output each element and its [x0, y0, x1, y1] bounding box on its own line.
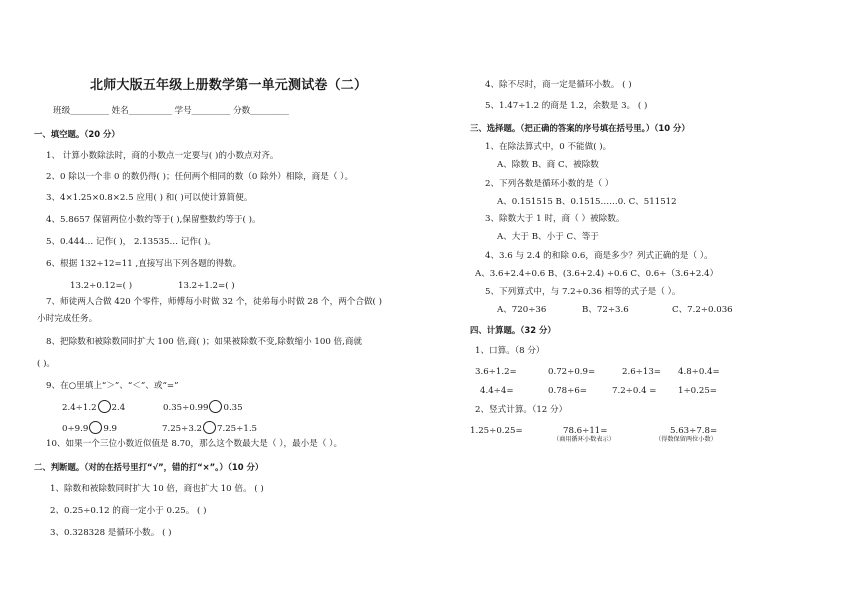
choice-options-1: A、除数 B、商 C、被除数	[497, 160, 599, 170]
vertical-calc-2-note: （商用循环小数表示）	[553, 436, 615, 443]
oral-calc-4: 4.8÷0.4=	[678, 367, 720, 377]
choice-options-4: A、3.6+2.4÷0.6 B、(3.6+2.4) ÷0.6 C、0.6÷（3.6+2.4）	[475, 269, 719, 279]
judge-question-4: 4、除不尽时，商一定是循环小数。 ( )	[485, 80, 632, 90]
vertical-calc-1: 1.25÷0.25=	[470, 426, 523, 436]
judge-question-2: 2、0.25÷0.12 的商一定小于 0.25。 ( )	[50, 506, 207, 516]
section-3-heading: 三、选择题。（把正确的答案的序号填在括号里。）（10 分）	[470, 123, 690, 133]
oral-calc-heading: 1、口算。（8 分）	[475, 346, 545, 356]
page-title: 北师大版五年级上册数学第一单元测试卷（二）	[90, 78, 368, 93]
oral-calc-3: 2.6÷13=	[622, 367, 662, 377]
choice-option-5a: A、720÷36	[497, 305, 547, 315]
choice-question-3: 3、除数大于 1 时，商（ ）被除数。	[485, 214, 625, 224]
choice-question-4: 4、3.6 与 2.4 的和除 0.6，商是多少？列式正确的是（ ）。	[485, 251, 713, 261]
choice-question-1: 1、在除法算式中，0 不能做( )。	[485, 142, 612, 152]
oral-calc-2: 0.72÷0.9=	[548, 367, 596, 377]
compare-item-1: 2.4÷1.2 2.4	[62, 401, 125, 414]
judge-question-5: 5、1.47÷1.2 的商是 1.2，余数是 3。 ( )	[485, 101, 648, 111]
compare-circle[interactable]	[209, 400, 222, 413]
vertical-calc-3: 5.63÷7.8=	[670, 426, 718, 436]
oral-calc-6: 0.78÷6=	[548, 386, 588, 396]
fill-question-6: 6、根据 132÷12=11 ,直接写出下列各题的得数。	[46, 259, 242, 269]
choice-option-5b: B、72÷3.6	[582, 305, 629, 315]
choice-options-3: A、大于 B、小于 C、等于	[497, 232, 599, 242]
student-info-line: 班级_________ 姓名__________ 学号_________ 分数_________	[53, 106, 289, 116]
oral-calc-7: 7.2÷0.4 =	[612, 386, 657, 396]
choice-options-2: A、0.151515 B、0.1515……0. C、511512	[497, 197, 677, 207]
fill-question-3: 3、4×1.25×0.8×2.5 应用( ) 和( )可以使计算简便。	[46, 193, 253, 203]
oral-calc-1: 3.6÷1.2=	[475, 367, 517, 377]
fill-question-5: 5、0.444… 记作( )， 2.13535… 记作( )。	[46, 237, 217, 247]
fill-question-8-line2: ( )。	[37, 359, 56, 369]
compare-item-4: 7.25÷3.2 7.25÷1.5	[162, 422, 257, 435]
choice-question-5: 5、下列算式中，与 7.2÷0.36 相等的式子是（ ）。	[485, 287, 681, 297]
fill-question-10: 10、如果一个三位小数近似值是 8.70，那么这个数最大是（ ），最小是（ ）。	[46, 439, 343, 449]
fill-question-6b: 13.2÷1.2=( )	[178, 281, 235, 291]
fill-question-1: 1、 计算小数除法时，商的小数点一定要与( )的小数点对齐。	[46, 151, 279, 161]
vertical-calc-heading: 2、竖式计算。（12 分）	[475, 405, 568, 415]
fill-question-7-line1: 7、师徒两人合做 420 个零件，师傅每小时做 32 个，徒弟每小时做 28 个，两个合做( )	[46, 297, 382, 307]
choice-option-5c: C、7.2÷0.036	[672, 305, 733, 315]
fill-question-2: 2、0 除以一个非 0 的数仍得( )；任何两个相同的数（0 除外）相除，商是（ ）。	[46, 172, 354, 182]
compare-circle[interactable]	[89, 421, 102, 434]
compare-circle[interactable]	[98, 400, 111, 413]
fill-question-7-line2: 小时完成任务。	[37, 314, 98, 324]
oral-calc-8: 1÷0.25=	[678, 386, 718, 396]
vertical-calc-3-note: （得数保留两位小数）	[655, 436, 717, 443]
vertical-calc-2: 78.6÷11=	[563, 426, 608, 436]
judge-question-3: 3、0.328328 是循环小数。 ( )	[50, 528, 172, 538]
section-2-heading: 二、判断题。（对的在括号里打“√”，错的打“×”。）（10 分）	[34, 462, 264, 472]
fill-question-6a: 13.2÷0.12=( )	[70, 281, 133, 291]
fill-question-8-line1: 8、把除数和被除数同时扩大 100 倍,商( )；如果被除数不变,除数缩小 100 倍,商就	[46, 337, 363, 347]
oral-calc-5: 4.4÷4=	[480, 386, 514, 396]
choice-question-2: 2、下列各数是循环小数的是（ ）	[485, 179, 614, 189]
compare-item-3: 0÷9.9 9.9	[62, 422, 117, 435]
compare-circle[interactable]	[203, 421, 216, 434]
fill-question-9: 9、在○里填上“＞”、“＜”、或“=”	[46, 381, 179, 391]
section-4-heading: 四、计算题。（32 分）	[470, 325, 556, 335]
section-1-heading: 一、填空题。（20 分）	[34, 129, 120, 139]
fill-question-4: 4、5.8657 保留两位小数约等于( ),保留整数约等于( )。	[46, 215, 261, 225]
judge-question-1: 1、除数和被除数同时扩大 10 倍，商也扩大 10 倍。 ( )	[50, 484, 264, 494]
compare-item-2: 0.35÷0.99 0.35	[163, 401, 243, 414]
